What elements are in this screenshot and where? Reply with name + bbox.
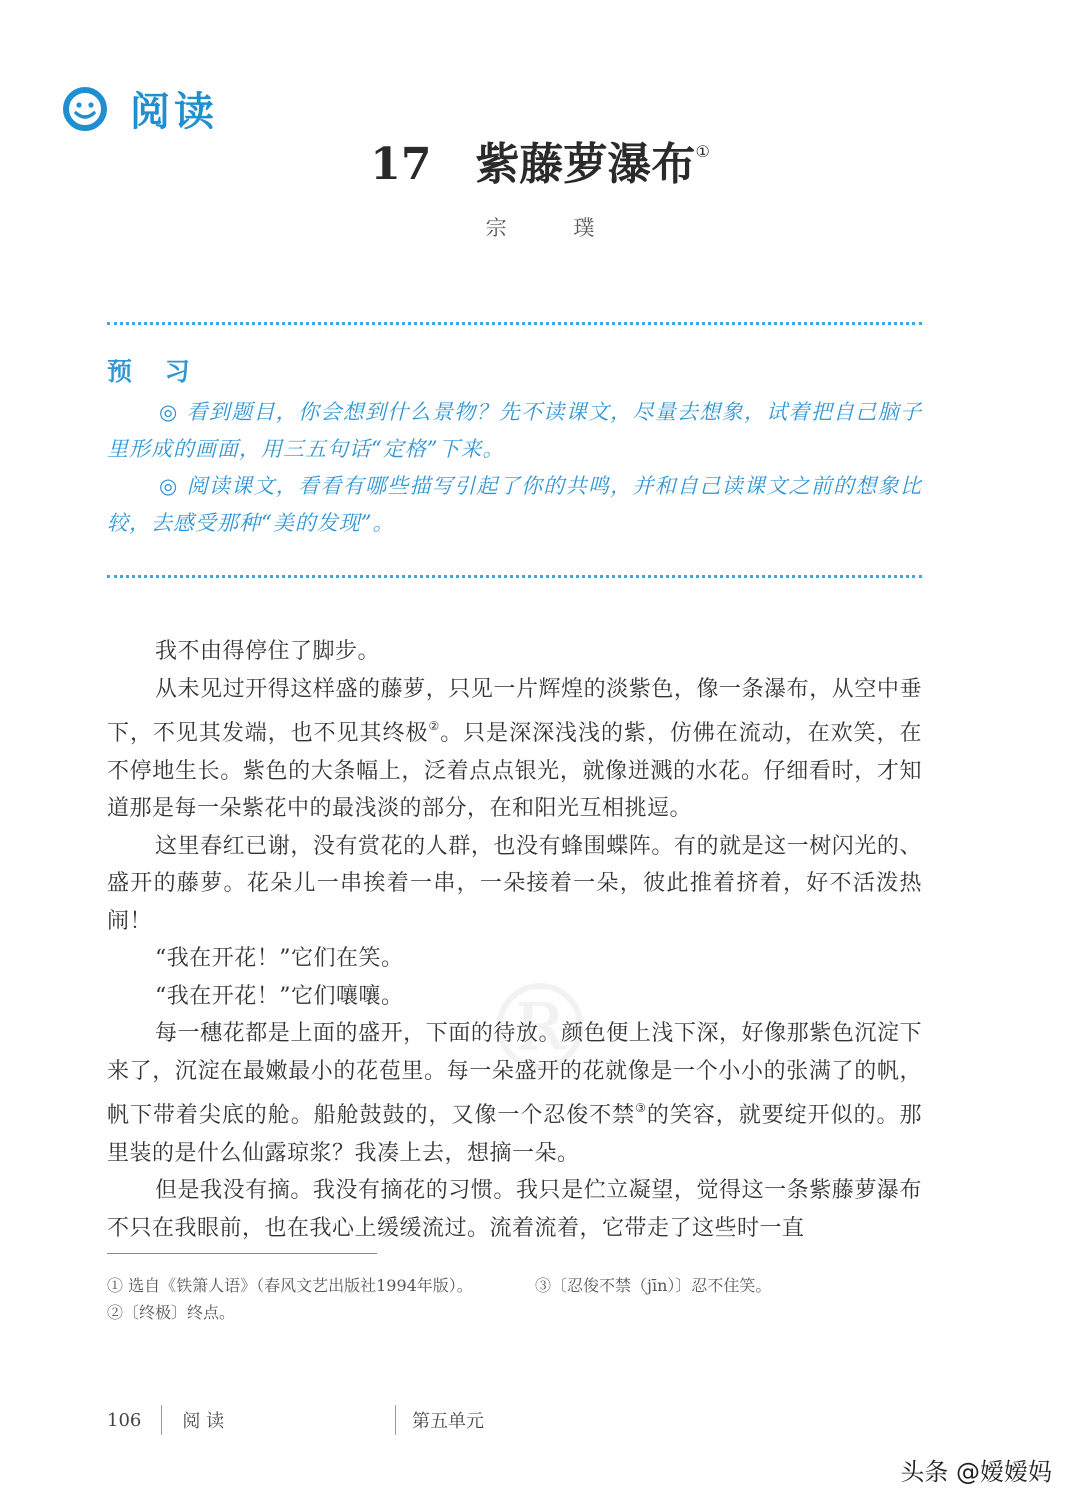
title-footnote-mark: ① <box>695 142 710 161</box>
footer-unit <box>395 1405 484 1435</box>
footer-section: 阅 读 <box>182 1411 225 1432</box>
footnote-1: ① 选自《铁箫人语》（春风文艺出版社1994年版）。 <box>107 1276 473 1295</box>
section-label: 阅读 <box>130 89 218 135</box>
preview-box <box>107 352 922 542</box>
footer-divider <box>161 1405 162 1435</box>
footnote-2: ②〔终极〕终点。 <box>107 1303 236 1322</box>
paragraph: 每一穗花都是上面的盛开，下面的待放。颜色便上浅下深，好像那紫色沉淀下来了，沉淀在最嫩最小的花苞里。每一朵盛开的花就像是一个小小的张满了的帆，帆下带着尖底的舱。船舱鼓鼓的，又像一个忍俊不禁③的笑容，就要绽开似的。那里装的是什么仙露琼浆？我凑上去，想摘一朵。 <box>107 1021 922 1166</box>
paragraph: 这里春红已谢，没有赏花的人群，也没有蜂围蝶阵。有的就是这一树闪光的、盛开的藤萝。花朵儿一串挨着一串，一朵接着一朵，彼此推着挤着，好不活泼热闹！ <box>107 833 922 934</box>
preview-item: ◎ 阅读课文，看看有哪些描写引起了你的共鸣，并和自己读课文之前的想象比较，去感受那种“美的发现”。 <box>107 474 922 535</box>
page-number: 106 <box>107 1409 142 1431</box>
lesson-title-text: 紫藤萝瀑布 <box>475 139 696 190</box>
footer-divider <box>395 1405 396 1435</box>
source-credit: 头条 @嫒嫒妈 <box>900 1458 1052 1486</box>
preview-item: ◎ 看到题目，你会想到什么景物？先不读课文，尽量去想象，试着把自己脑子里形成的画面，用三五句话“定格”下来。 <box>107 400 922 461</box>
footnote-rule <box>107 1253 377 1254</box>
lesson-number: 17 <box>370 139 432 190</box>
paragraph: “我在开花！”它们嚷嚷。 <box>155 983 404 1009</box>
author: 宗 璞 <box>485 216 625 240</box>
footnote-mark: ③ <box>635 1101 647 1115</box>
page-footer <box>107 1405 224 1435</box>
watermark: ® <box>480 960 600 1099</box>
paragraph: 我不由得停住了脚步。 <box>155 639 381 664</box>
body-text <box>107 633 922 1247</box>
unit-label: 第五单元 <box>412 1411 484 1432</box>
dotted-divider-top <box>107 322 922 325</box>
paragraph: 但是我没有摘。我没有摘花的习惯。我只是伫立凝望，觉得这一条紫藤萝瀑布不只在我眼前，也在我心上缓缓流过。流着流着，它带走了这些时一直 <box>107 1178 922 1241</box>
lesson-title <box>0 128 1080 192</box>
footnote-3: ③〔忍俊不禁（jīn）〕忍不住笑。 <box>535 1276 772 1295</box>
paragraph: “我在开花！”它们在笑。 <box>155 946 404 971</box>
preview-heading: 预 习 <box>107 357 202 386</box>
smiley-face-icon <box>62 86 108 132</box>
paragraph: 从未见过开得这样盛的藤萝，只见一片辉煌的淡紫色，像一条瀑布，从空中垂下，不见其发端，也不见其终极②。只是深深浅浅的紫，仿佛在流动，在欢笑，在不停地生长。紫色的大条幅上，泛着点点银光，就像迸溅的水花。仔细看时，才知道那是每一朵紫花中的最浅淡的部分，在和阳光互相挑逗。 <box>107 676 922 821</box>
footnote-mark: ② <box>428 719 441 733</box>
dotted-divider-bottom <box>107 575 922 578</box>
